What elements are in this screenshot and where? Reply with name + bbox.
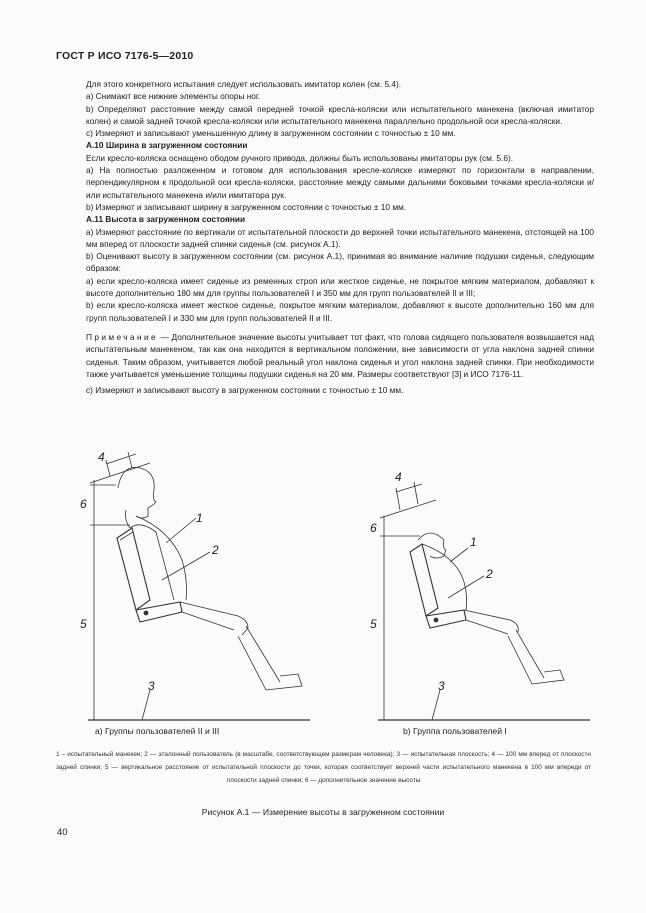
paragraph: а) если кресло-коляска имеет сиденье из ременных строп или жесткое сиденье, не покрытое мягким материалом, добавляют к высоте дополнительно 180 мм для группы пользователей I и 350 мм для групп пользователей II и III;	[86, 275, 594, 299]
note-label: Примечание	[86, 331, 159, 342]
label-5-a: 5	[80, 617, 87, 631]
label-3-a: 3	[148, 679, 155, 693]
note-text: — Дополнительное значение высоты учитывает тот факт, что голова сидящего пользователя возвышается над испытательным манекеном, так как она находится в вертикальном положении, вне зависимости от угла наклона задней спинки сиденья. Таким образом, учитывается любой реальный угол наклона сиденья и угол наклона задней спинки. При необходимости также учитывается уменьшение толщины подушки сиденья на 20 мм. Размеры соответствуют [3] и ИСО 7176-11.	[86, 331, 594, 379]
label-2-a: 2	[212, 543, 219, 557]
label-3-b: 3	[438, 679, 445, 693]
figure-drawing	[70, 450, 590, 745]
label-4-a: 4	[98, 450, 105, 464]
paragraph: c) Измеряют и записывают высоту в загруженном состоянии с точностью ± 10 мм.	[86, 385, 404, 396]
paragraph: b) Оценивают высоту в загруженном состоянии (см. рисунок А.1), принимая во внимание наличие подушки сиденья, следующим образом:	[86, 251, 594, 274]
label-1-a: 1	[196, 511, 203, 525]
body-text	[86, 78, 594, 396]
figure-legend: 1 – испытательный манекен; 2 — эталонный пользователь (в масштабе, соответствующем размерам человека); 3 — испытательная плоскость; 4 — 100 мм вперед от плоскости задней спинки; 5 — вертикальное расстояние от испытательной плоскости до точки, которая соответствует верхней части испытательного манекена в 100 мм впереди от плоскости задней спинки; 6 — дополнительное значение высоты	[56, 751, 591, 784]
label-6-a: 6	[80, 497, 87, 511]
section-heading-a11: А.11 Высота в загруженном состоянии	[86, 214, 246, 225]
figure-title: Рисунок А.1 — Измерение высоты в загруженном состоянии	[201, 807, 445, 817]
note	[86, 331, 594, 380]
paragraph: а) На полностью разложенном и готовом для использования кресле-коляске измеряют по горизонтали в направлении, перпендикулярном к продольной оси кресла-коляски, расстояние между самыми дальними боковыми точками кресла-коляски и/или испытательного манекена и/или имитатора рук.	[86, 165, 594, 200]
paragraph: а) Снимают все нижние элементы опоры ног.	[86, 91, 261, 102]
figure-a1	[70, 450, 590, 745]
paragraph: b) Определяют расстояние между самой передней точкой кресла-коляски или испытательного манекена (включая имитатор колен) и самой задней точкой кресла-коляски или испытательного манекена параллельно продольной оси кресла-коляски.	[86, 103, 594, 126]
section-heading-a10: А.10 Ширина в загруженном состоянии	[86, 140, 248, 151]
diagram-a	[88, 452, 310, 720]
paragraph: b) если кресло-коляска имеет жесткое сиденье, покрытое мягким материалом, добавляют к высоте дополнительно 160 мм для групп пользователей I и 330 мм для групп пользователей II и III.	[86, 300, 594, 323]
caption-b: b) Группа пользователей I	[403, 726, 507, 736]
label-4-b: 4	[395, 470, 402, 484]
page-number: 40	[57, 827, 68, 838]
diagram-b	[378, 482, 590, 720]
paragraph: Для этого конкретного испытания следует использовать имитатор колен (см. 5.4).	[86, 79, 402, 89]
paragraph: а) Измеряют расстояние по вертикали от испытательной плоскости до верхней точки испытательного манекена, отстоящей на 100 мм вперед от плоскости задней спинки сиденья (см. рисунок А.1).	[86, 226, 594, 249]
label-6-b: 6	[370, 521, 377, 535]
label-5-b: 5	[370, 617, 377, 631]
paragraph: Если кресло-коляска оснащено ободом ручного привода, должны быть использованы имитаторы рук (см. 5.6).	[86, 152, 514, 163]
paragraph: b) Измеряют и записывают ширину в загруженном состоянии с точностью ± 10 мм.	[86, 201, 407, 212]
caption-a: a) Группы пользователей II и III	[95, 726, 220, 736]
label-1-b: 1	[470, 535, 477, 549]
label-2-b: 2	[486, 567, 493, 581]
paragraph: c) Измеряют и записывают уменьшенную длину в загруженном состоянии с точностью ± 10 мм.	[86, 128, 456, 139]
page-header: ГОСТ Р ИСО 7176-5—2010	[56, 50, 194, 62]
